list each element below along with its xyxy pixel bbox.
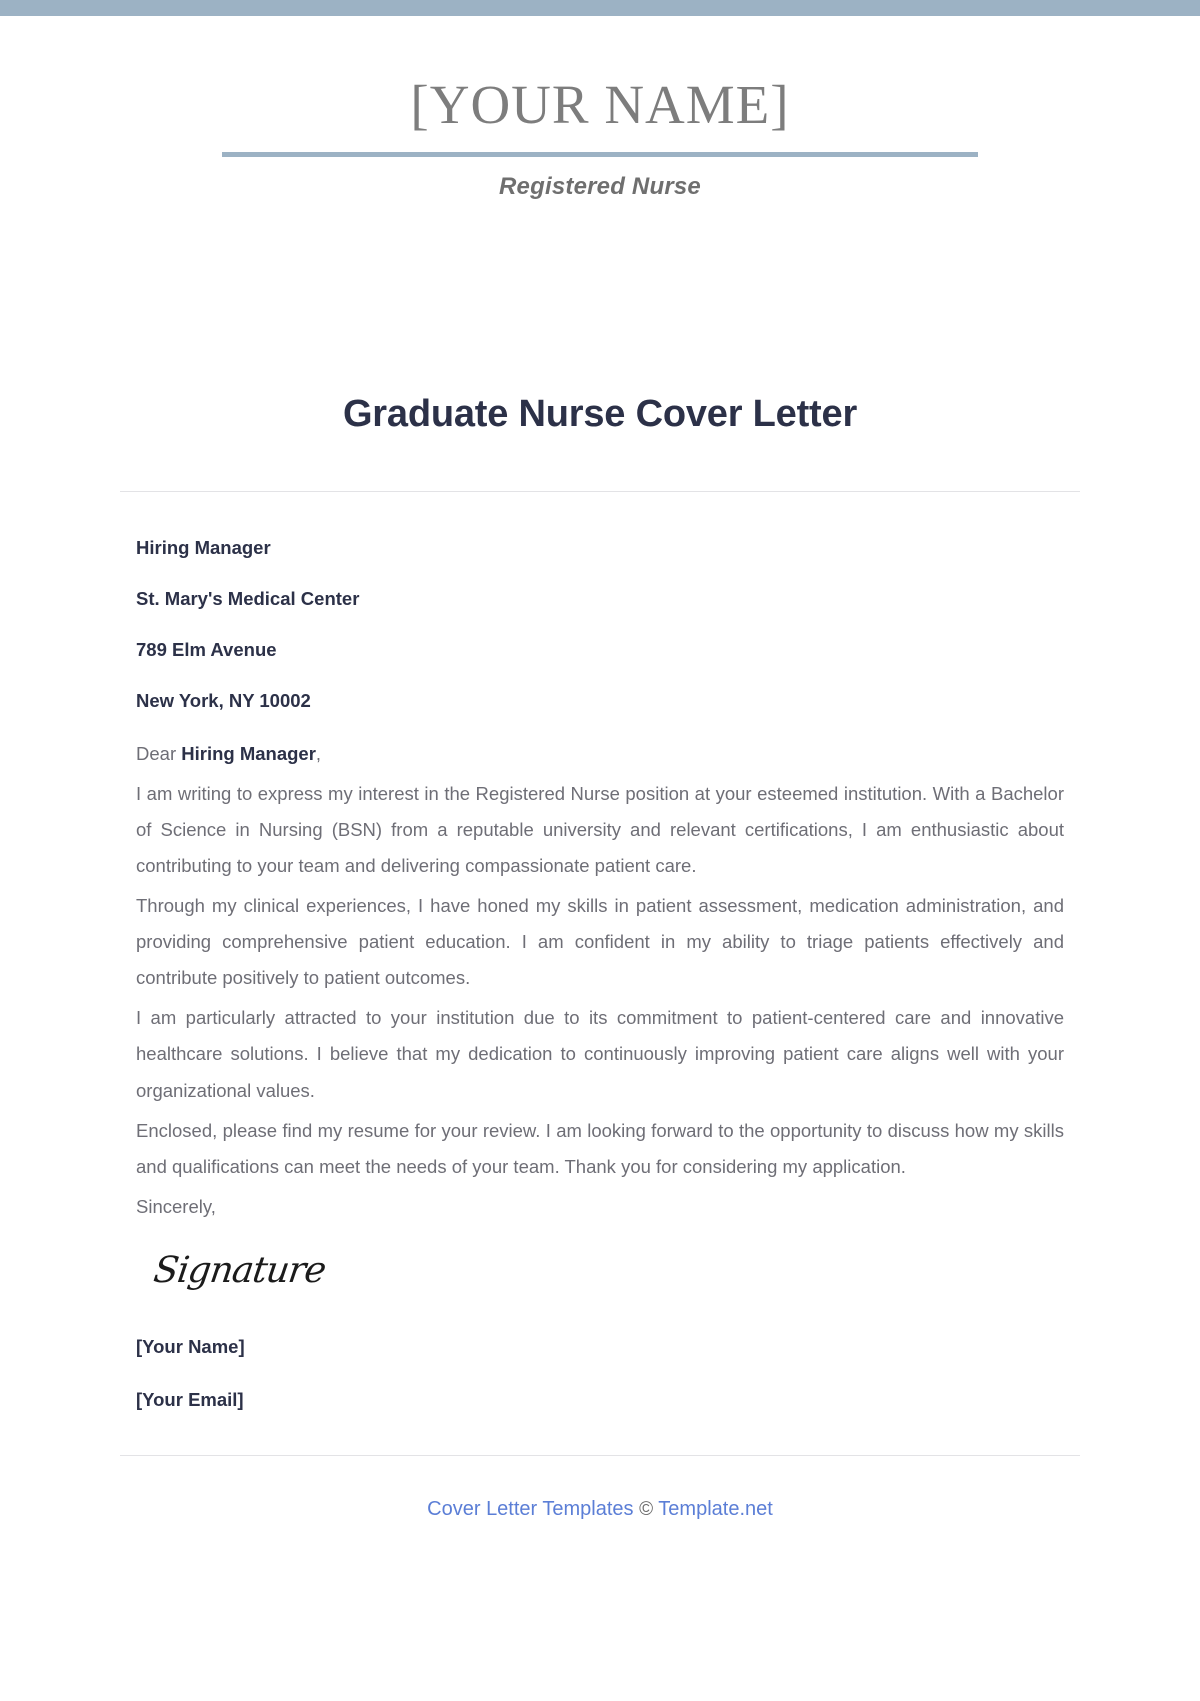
salutation-comma: , (315, 743, 322, 765)
signoff-block (136, 1335, 1064, 1411)
top-accent-bar (0, 0, 1200, 16)
recipient-line: 789 Elm Avenue (136, 639, 277, 660)
signature-wrap (136, 1224, 1064, 1291)
recipient-line: New York, NY 10002 (136, 690, 311, 712)
letterhead-rule (222, 152, 978, 157)
signature-mark: Signature (151, 1249, 328, 1291)
footer-text-before: Cover Letter Templates (427, 1498, 640, 1521)
footer-text-after: Template.net (653, 1498, 773, 1521)
letterhead-name: [YOUR NAME] (410, 74, 790, 135)
page-title: Graduate Nurse Cover Letter (342, 392, 858, 435)
footer-attribution[interactable] (0, 1498, 1200, 1521)
letter-body (136, 492, 1064, 1411)
body-paragraph: I am particularly attracted to your institution due to its commitment to patient-centered care and innovative healthcare solutions. I believe that my dedication to continuously improving patient care aligns well with your organizational values. (136, 1007, 1064, 1101)
recipient-line: Hiring Manager (136, 536, 271, 558)
footer-divider (120, 1455, 1080, 1456)
letterhead (0, 16, 1200, 201)
signoff-email: [Your Email] (136, 1388, 244, 1410)
salutation-greeting: Dear (136, 743, 182, 765)
body-paragraph: Through my clinical experiences, I have honed my skills in patient assessment, medication administration, and providing comprehensive patient education. I am confident in my ability to triage patients effectively and contribute positively to patient outcomes. (136, 895, 1064, 989)
salutation (136, 740, 1064, 768)
recipient-line: St. Mary's Medical Center (136, 587, 360, 609)
body-paragraph: I am writing to express my interest in the Registered Nurse position at your esteemed institution. With a Bachelor of Science in Nursing (BSN) from a reputable university and relevant certifications, I am enthusiastic about contributing to your team and delivering compassionate patient care. (136, 783, 1064, 877)
signoff-name: [Your Name] (136, 1335, 245, 1357)
recipient-block (136, 536, 1064, 713)
letterhead-role: Registered Nurse (499, 172, 701, 200)
body-paragraph: Enclosed, please find my resume for your review. I am looking forward to the opportunity to discuss how my skills and qualifications can meet the needs of your team. Thank you for considering my application. (136, 1119, 1064, 1177)
copyright-icon: © (639, 1499, 654, 1521)
closing-line: Sincerely, (136, 1195, 216, 1217)
salutation-name: Hiring Manager (181, 743, 316, 765)
document-page (0, 16, 1200, 1701)
